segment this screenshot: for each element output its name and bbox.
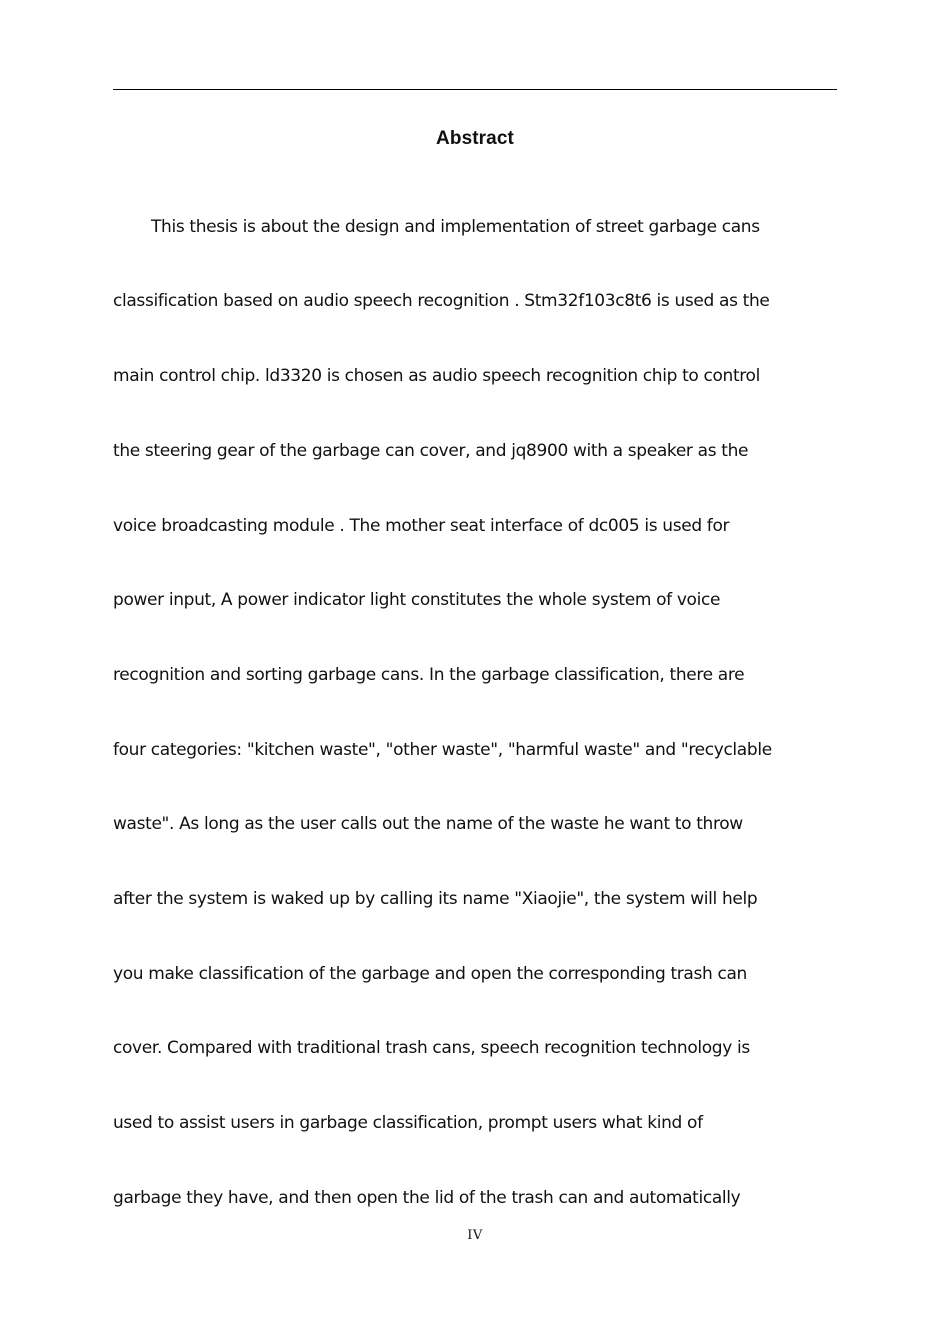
- abstract-line: the steering gear of the garbage can cover, and jq8900 with a speaker as the: [113, 441, 749, 461]
- abstract-line: garbage they have, and then open the lid of the trash can and automatically: [113, 1188, 741, 1208]
- abstract-line: waste". As long as the user calls out the name of the waste he want to throw: [113, 814, 743, 834]
- abstract-line: after the system is waked up by calling its name "Xiaojie", the system will help: [113, 889, 758, 909]
- abstract-line: four categories: "kitchen waste", "other waste", "harmful waste" and "recyclable: [113, 740, 772, 760]
- abstract-title: Abstract: [436, 128, 514, 149]
- abstract-line: recognition and sorting garbage cans. In the garbage classification, there are: [113, 665, 745, 685]
- abstract-line: cover. Compared with traditional trash cans, speech recognition technology is: [113, 1038, 750, 1058]
- abstract-line: you make classification of the garbage and open the corresponding trash can: [113, 964, 747, 984]
- abstract-line: classification based on audio speech recognition . Stm32f103c8t6 is used as the: [113, 291, 770, 311]
- abstract-line: used to assist users in garbage classification, prompt users what kind of: [113, 1113, 703, 1133]
- abstract-line: main control chip. ld3320 is chosen as audio speech recognition chip to control: [113, 366, 760, 386]
- header-rule: [113, 89, 837, 90]
- abstract-line: power input, A power indicator light constitutes the whole system of voice: [113, 590, 721, 610]
- abstract-line: This thesis is about the design and implementation of street garbage cans: [151, 217, 760, 237]
- abstract-line: voice broadcasting module . The mother seat interface of dc005 is used for: [113, 516, 730, 536]
- page-number: IV: [467, 1228, 483, 1243]
